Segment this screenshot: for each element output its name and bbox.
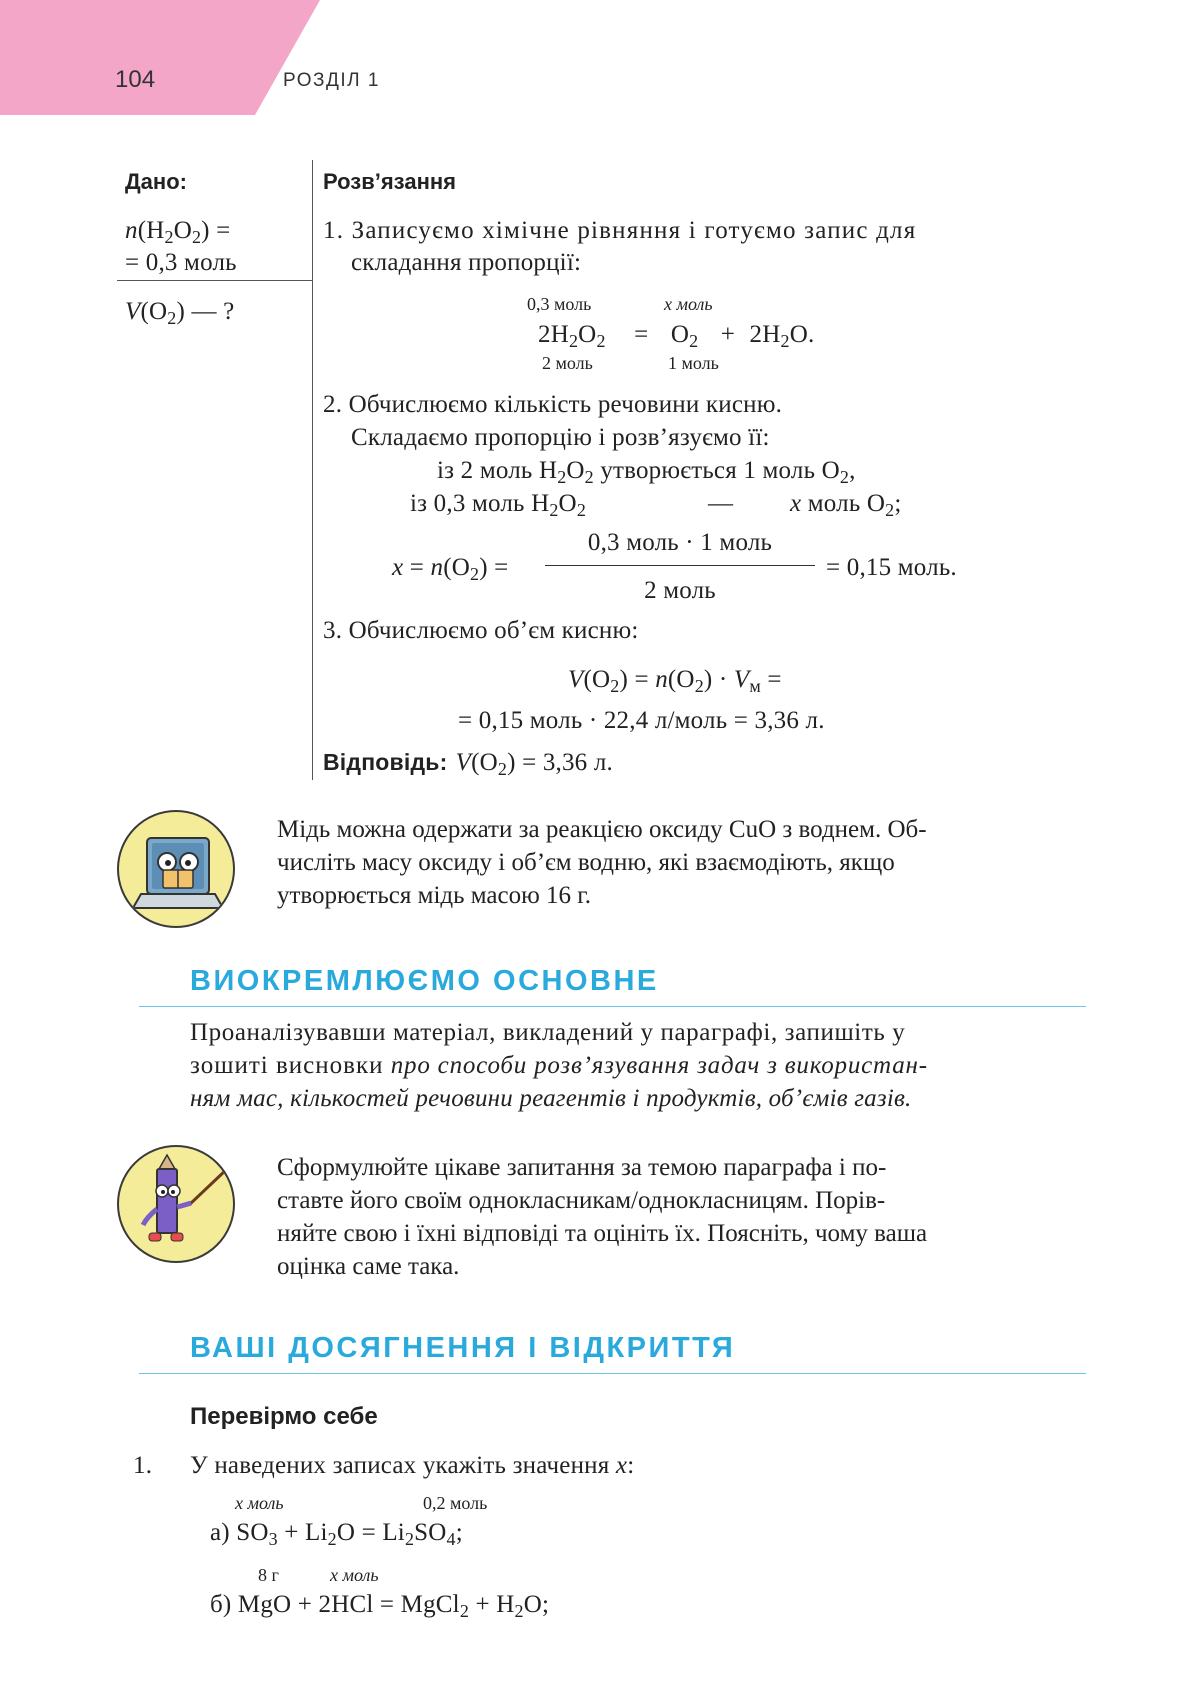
equation-reaction: $2H_2O_2 = O_2 + 2H_2O$. — [538, 321, 815, 352]
proportion-dash: — — [708, 490, 734, 517]
section-main-text: Проаналізувавши матеріал, викладений у параграфі, запишіть у зошиті висновки про способи розв’язування задач з використан- ням мас, кількостей речовини реагентів і продуктів, об’ємів газів. — [190, 1019, 928, 1112]
fraction-result: = 0,15 моль. — [826, 554, 957, 581]
exercise-b-annotation-right: x моль — [330, 1565, 379, 1585]
find-line: $V(O_2)$ — ? — [125, 298, 235, 329]
exercise-a-equation: а) $SO_3 + Li_2O = Li_2SO_4$; — [210, 1519, 463, 1550]
subheading-self-check: Перевірмо себе — [190, 1403, 378, 1430]
exercise-a-annotation-left: x моль — [235, 1493, 284, 1513]
table-horizontal-divider — [117, 280, 312, 281]
exercise-b-equation: б) MgO + 2HCl = MgCl$_2$ + $H_2O$; — [210, 1591, 550, 1622]
laptop-character-icon — [117, 810, 235, 928]
section-heading-main-rule — [139, 1006, 1086, 1007]
proportion-line-2: із 0,3 моль $H_2O_2$ — [410, 490, 587, 521]
exercise-number: 1. — [133, 1452, 153, 1479]
step3-line: 3. Обчислюємо об’єм кисню: — [323, 617, 639, 644]
eq-annotation-top-left: 0,3 моль — [527, 294, 592, 314]
fraction-denominator: 2 моль — [644, 577, 716, 604]
eq-annotation-top-right: x моль — [664, 294, 713, 314]
fraction-bar — [545, 565, 815, 566]
fraction-numerator: 0,3 моль · 1 моль — [587, 529, 773, 556]
given-line-1: $n(H_2O_2)$ = — [125, 217, 231, 248]
exercise-b-annotation-left: 8 г — [258, 1565, 279, 1585]
exercise-a-annotation-right: 0,2 моль — [423, 1493, 488, 1513]
proportion-line-1: із 2 моль $H_2O_2$ утворюється 1 моль $O_2$, — [437, 457, 856, 488]
question-text: Сформулюйте цікаве запитання за темою параграфа і по- ставте його своїм однокласникам/однокласницям. Порів- няйте свою і їхні відповіді та оцініть їх. Поясніть, чому ваша оцінка саме така. — [277, 1154, 928, 1280]
page-number: 104 — [115, 66, 156, 93]
volume-calculation: = 0,15 моль · 22,4 л/моль = 3,36 л. — [458, 707, 825, 734]
given-line-2: = 0,3 моль — [125, 249, 237, 276]
section-heading-achievements: ВАШІ ДОСЯГНЕННЯ І ВІДКРИТТЯ — [190, 1332, 736, 1364]
step2-line1: 2. Обчислюємо кількість речовини кисню. — [323, 391, 783, 418]
pencil-character-icon — [117, 1145, 235, 1263]
section-label: РОЗДІЛ 1 — [283, 70, 380, 91]
task-text: Мідь можна одержати за реакцією оксиду CuO з воднем. Об- числіть масу оксиду і об’єм водню, які взаємодіють, якщо утворюється мідь масою 16 г. — [277, 816, 927, 909]
step1-line2: складання пропорції: — [351, 249, 582, 276]
fraction-lhs: $x = n(O_2)$ = — [392, 554, 509, 585]
proportion-x: x моль $O_2$; — [790, 490, 902, 521]
table-vertical-divider — [312, 160, 313, 780]
answer-line: Відповідь: $V(O_2) = 3,36$ л. — [323, 749, 613, 780]
header-accent-tab — [0, 0, 320, 115]
section-heading-achievements-rule — [139, 1373, 1086, 1374]
step1-line1: 1. Записуємо хімічне рівняння і готуємо запис для — [323, 217, 917, 244]
step2-line2: Складаємо пропорцію і розв’язуємо її: — [351, 424, 770, 451]
section-heading-main: ВИОКРЕМЛЮЄМО ОСНОВНЕ — [190, 965, 659, 997]
eq-annotation-bottom-left: 2 моль — [542, 353, 593, 373]
solution-label: Розв’язання — [323, 169, 456, 194]
volume-formula: $V(O_2) = n(O_2) \cdot V_м$ = — [568, 666, 782, 697]
eq-annotation-bottom-right: 1 моль — [668, 353, 719, 373]
given-label: Дано: — [125, 169, 187, 194]
exercise-text: У наведених записах укажіть значення x: — [190, 1452, 635, 1479]
